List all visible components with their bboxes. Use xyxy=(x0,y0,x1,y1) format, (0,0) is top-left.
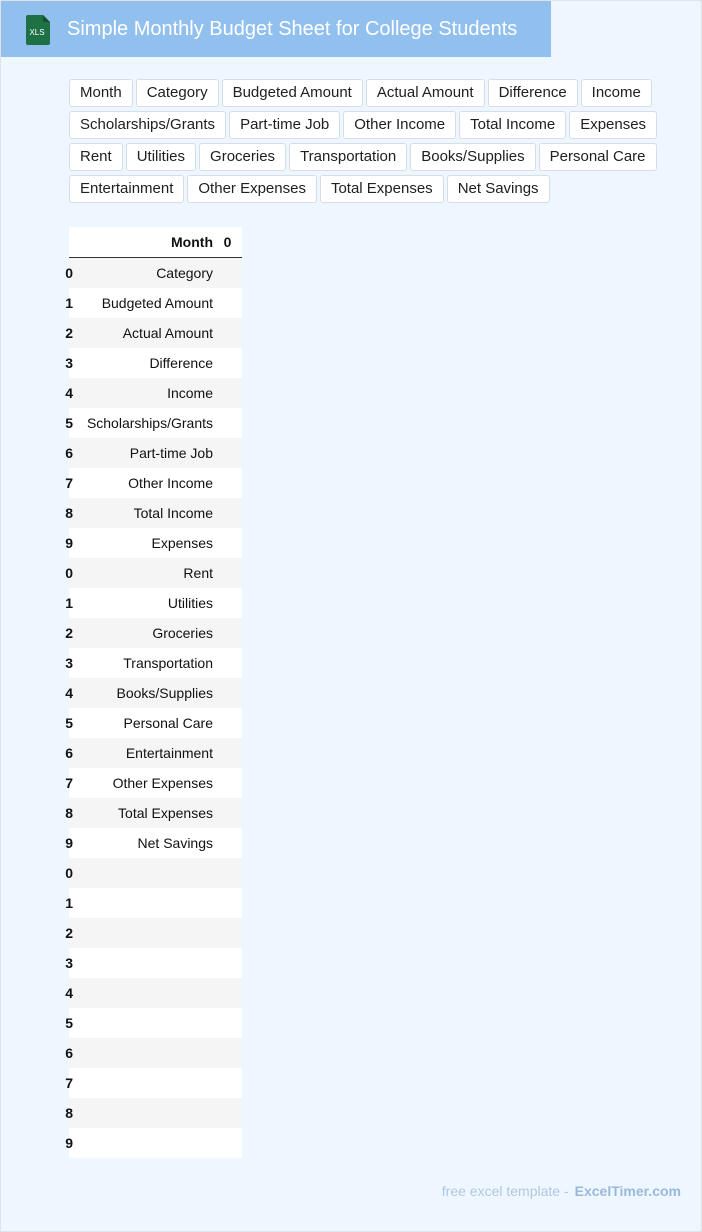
table-row xyxy=(69,408,242,438)
category-chip-list xyxy=(69,79,669,203)
table-row xyxy=(69,678,242,708)
row-value xyxy=(213,798,242,828)
table-row xyxy=(69,948,242,978)
table-header-row xyxy=(69,227,242,258)
row-category xyxy=(73,918,213,948)
row-value xyxy=(213,258,242,289)
row-index: 8 xyxy=(69,1098,73,1128)
row-category: Total Income xyxy=(73,498,213,528)
row-value xyxy=(213,318,242,348)
table-row xyxy=(69,468,242,498)
row-category: Category xyxy=(73,258,213,289)
row-value xyxy=(213,678,242,708)
row-value xyxy=(213,1068,242,1098)
chip-part-time-job[interactable]: Part-time Job xyxy=(229,111,340,139)
table-row xyxy=(69,1128,242,1158)
row-category xyxy=(73,1098,213,1128)
row-index: 1 xyxy=(69,888,73,918)
row-value xyxy=(213,438,242,468)
chip-income[interactable]: Income xyxy=(581,79,652,107)
row-category: Difference xyxy=(73,348,213,378)
row-value xyxy=(213,468,242,498)
table-row xyxy=(69,1008,242,1038)
row-index: 7 xyxy=(69,1068,73,1098)
table-row xyxy=(69,1038,242,1068)
table-row xyxy=(69,738,242,768)
row-index: 6 xyxy=(69,1038,73,1068)
row-category: Part-time Job xyxy=(73,438,213,468)
table-row xyxy=(69,1098,242,1128)
chip-books-supplies[interactable]: Books/Supplies xyxy=(410,143,535,171)
budget-table xyxy=(65,227,242,1158)
row-category: Other Expenses xyxy=(73,768,213,798)
row-index: 0 xyxy=(69,258,73,289)
row-index: 6 xyxy=(69,438,73,468)
row-value xyxy=(213,768,242,798)
table-row xyxy=(69,798,242,828)
row-value xyxy=(213,948,242,978)
row-index: 4 xyxy=(69,978,73,1008)
row-category xyxy=(73,948,213,978)
table-row xyxy=(69,288,242,318)
row-index: 0 xyxy=(69,558,73,588)
row-index: 6 xyxy=(69,738,73,768)
row-category: Budgeted Amount xyxy=(73,288,213,318)
row-value xyxy=(213,1038,242,1068)
row-index: 9 xyxy=(69,528,73,558)
table-row xyxy=(69,888,242,918)
row-category: Income xyxy=(73,378,213,408)
table-row xyxy=(69,648,242,678)
chip-transportation[interactable]: Transportation xyxy=(289,143,407,171)
row-category: Books/Supplies xyxy=(73,678,213,708)
row-value xyxy=(213,378,242,408)
row-category xyxy=(73,1128,213,1158)
table-row xyxy=(69,588,242,618)
row-index: 4 xyxy=(69,378,73,408)
row-category xyxy=(73,1068,213,1098)
row-index: 2 xyxy=(69,918,73,948)
row-value xyxy=(213,978,242,1008)
table-row xyxy=(69,318,242,348)
table-row xyxy=(69,378,242,408)
row-value xyxy=(213,738,242,768)
title-bar xyxy=(1,1,551,57)
footer xyxy=(442,1183,681,1199)
row-index: 4 xyxy=(69,678,73,708)
row-value xyxy=(213,1098,242,1128)
row-value xyxy=(213,918,242,948)
row-category: Expenses xyxy=(73,528,213,558)
row-value xyxy=(213,558,242,588)
page-title: Simple Monthly Budget Sheet for College Students xyxy=(67,18,518,40)
footer-brand-link[interactable]: ExcelTimer.com xyxy=(574,1183,681,1199)
chip-other-income[interactable]: Other Income xyxy=(343,111,456,139)
chip-difference[interactable]: Difference xyxy=(488,79,578,107)
row-category xyxy=(73,1008,213,1038)
chip-other-expenses[interactable]: Other Expenses xyxy=(187,175,317,203)
table-row xyxy=(69,558,242,588)
row-index: 5 xyxy=(69,1008,73,1038)
row-value xyxy=(213,528,242,558)
row-index: 8 xyxy=(69,798,73,828)
row-category: Net Savings xyxy=(73,828,213,858)
row-category xyxy=(73,858,213,888)
row-category: Total Expenses xyxy=(73,798,213,828)
table-row xyxy=(69,768,242,798)
row-value xyxy=(213,828,242,858)
chip-net-savings[interactable]: Net Savings xyxy=(447,175,550,203)
row-index: 2 xyxy=(69,618,73,648)
chip-personal-care[interactable]: Personal Care xyxy=(539,143,657,171)
row-index: 3 xyxy=(69,648,73,678)
row-category: Scholarships/Grants xyxy=(73,408,213,438)
row-index: 5 xyxy=(69,408,73,438)
row-index: 3 xyxy=(69,348,73,378)
row-index: 3 xyxy=(69,948,73,978)
table-row xyxy=(69,498,242,528)
chip-scholarships-grants[interactable]: Scholarships/Grants xyxy=(69,111,226,139)
row-value xyxy=(213,708,242,738)
row-index: 7 xyxy=(69,768,73,798)
row-category: Utilities xyxy=(73,588,213,618)
row-value xyxy=(213,408,242,438)
chip-utilities[interactable]: Utilities xyxy=(126,143,196,171)
table-row xyxy=(69,858,242,888)
row-category: Personal Care xyxy=(73,708,213,738)
row-value xyxy=(213,498,242,528)
chip-actual-amount[interactable]: Actual Amount xyxy=(366,79,485,107)
xls-file-icon xyxy=(22,14,52,46)
row-index: 0 xyxy=(69,858,73,888)
chip-entertainment[interactable]: Entertainment xyxy=(69,175,184,203)
table-row xyxy=(69,348,242,378)
row-value xyxy=(213,588,242,618)
svg-text:XLS: XLS xyxy=(29,28,45,37)
row-index: 5 xyxy=(69,708,73,738)
row-value xyxy=(213,888,242,918)
row-value xyxy=(213,618,242,648)
row-value xyxy=(213,288,242,318)
row-value xyxy=(213,858,242,888)
row-category xyxy=(73,1038,213,1068)
row-value xyxy=(213,1128,242,1158)
row-category xyxy=(73,978,213,1008)
footer-text: free excel template - xyxy=(441,1183,569,1199)
table-row xyxy=(69,618,242,648)
value-column-header: 0 xyxy=(213,227,242,258)
chip-month[interactable]: Month xyxy=(69,79,133,107)
table-row xyxy=(69,918,242,948)
row-index: 1 xyxy=(69,288,73,318)
chip-category[interactable]: Category xyxy=(136,79,219,107)
row-value xyxy=(213,648,242,678)
table-row xyxy=(69,528,242,558)
data-table-container xyxy=(65,227,242,1158)
chip-total-expenses[interactable]: Total Expenses xyxy=(320,175,444,203)
table-body xyxy=(65,258,242,1159)
chip-budgeted-amount[interactable]: Budgeted Amount xyxy=(222,79,363,107)
table-row xyxy=(69,1068,242,1098)
table-row xyxy=(69,978,242,1008)
row-index: 9 xyxy=(69,828,73,858)
chip-groceries[interactable]: Groceries xyxy=(199,143,286,171)
row-category: Other Income xyxy=(73,468,213,498)
row-value xyxy=(213,1008,242,1038)
row-category: Rent xyxy=(73,558,213,588)
row-index: 9 xyxy=(69,1128,73,1158)
row-index: 1 xyxy=(69,588,73,618)
row-value xyxy=(213,348,242,378)
row-index: 7 xyxy=(69,468,73,498)
chip-expenses[interactable]: Expenses xyxy=(569,111,657,139)
row-index: 8 xyxy=(69,498,73,528)
row-category: Actual Amount xyxy=(73,318,213,348)
table-row xyxy=(69,258,242,289)
table-row xyxy=(69,438,242,468)
month-column-header: Month xyxy=(73,227,213,258)
table-row xyxy=(69,828,242,858)
row-category: Entertainment xyxy=(73,738,213,768)
row-index: 2 xyxy=(69,318,73,348)
chip-total-income[interactable]: Total Income xyxy=(459,111,566,139)
row-category xyxy=(73,888,213,918)
row-category: Transportation xyxy=(73,648,213,678)
table-row xyxy=(69,708,242,738)
chip-rent[interactable]: Rent xyxy=(69,143,123,171)
row-category: Groceries xyxy=(73,618,213,648)
